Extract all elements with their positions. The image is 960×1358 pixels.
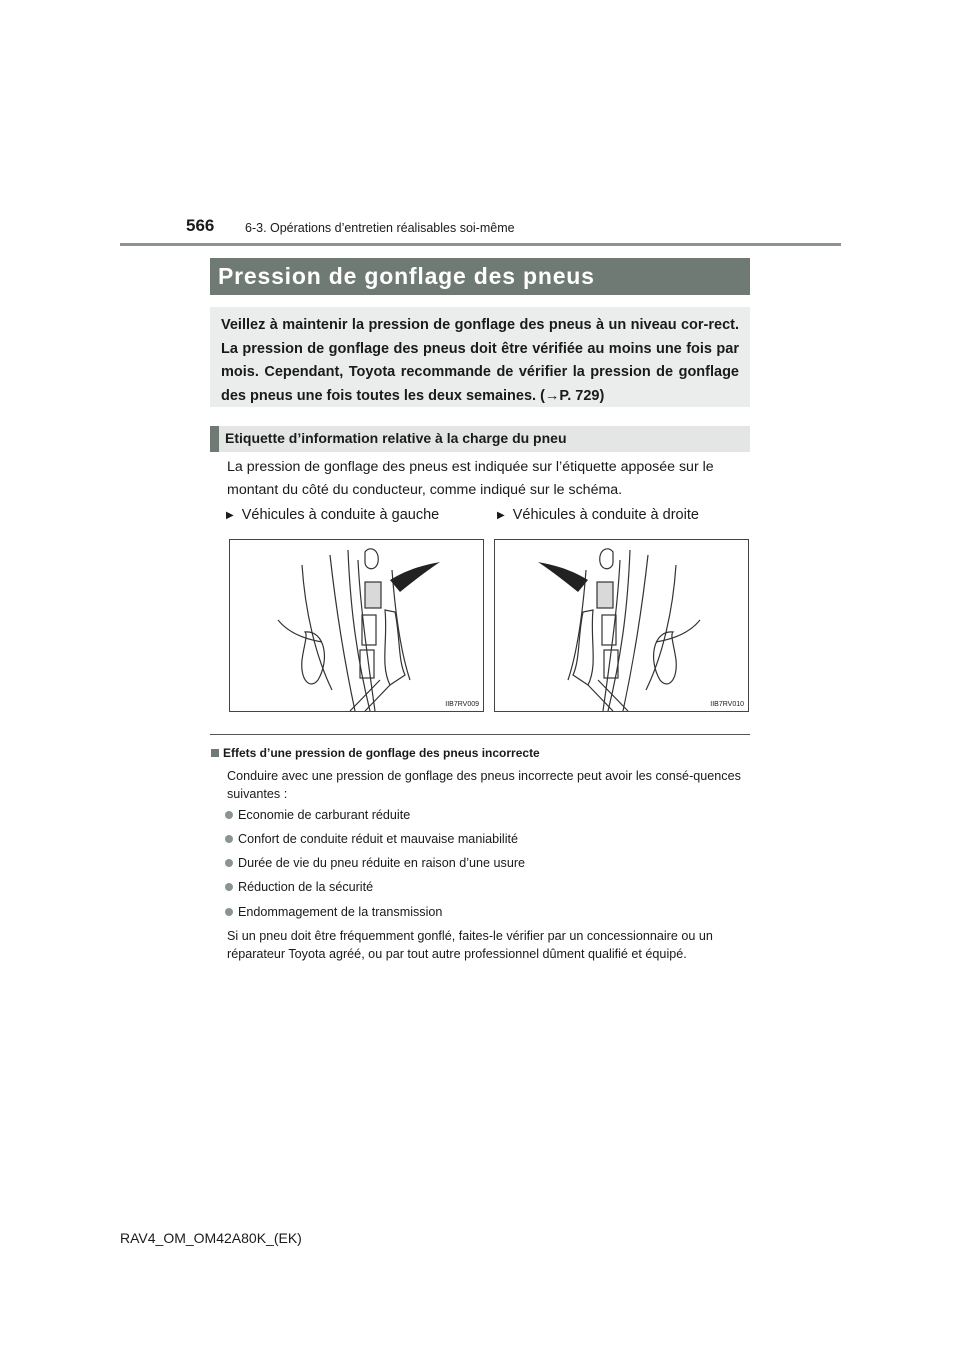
effects-heading: Effets d’une pression de gonflage des pneus incorrecte <box>211 746 540 760</box>
bullet-dot-icon <box>225 811 233 819</box>
left-drive-label: ▶ Véhicules à conduite à gauche <box>226 507 440 523</box>
bullet-dot-icon <box>225 859 233 867</box>
right-drive-figure <box>494 539 749 712</box>
pillar-label-illustration <box>495 540 748 711</box>
page-title: Pression de gonflage des pneus <box>210 258 750 295</box>
effects-lead: Conduire avec une pression de gonflage des pneus incorrecte peut avoir les consé-quences suivantes : <box>227 769 741 801</box>
page-number: 566 <box>186 216 215 235</box>
bullet-item: Durée de vie du pneu réduite en raison d’une usure <box>225 854 525 872</box>
section-title: 6-3. Opérations d’entretien réalisables soi-même <box>245 221 515 235</box>
triangle-right-icon: ▶ <box>226 510 234 521</box>
bullet-item: Confort de conduite réduit et mauvaise maniabilité <box>225 830 518 848</box>
subsection-title: Etiquette d’information relative à la charge du pneu <box>210 426 750 452</box>
right-figure-code: IIB7RV010 <box>710 701 744 708</box>
intro-box: Veillez à maintenir la pression de gonflage des pneus à un niveau cor-rect. La pression de gonflage des pneus doit être vérifiée au moins une fois par mois. Cependant, Toyota recommande de vérifier la pression de gonflage des pneus une fois toutes les deux semaines. (→P. 729) <box>210 307 750 407</box>
bullet-dot-icon <box>225 883 233 891</box>
bullet-item: Economie de carburant réduite <box>225 806 410 824</box>
effects-closing: Si un pneu doit être fréquemment gonflé, faites-le vérifier par un concessionnaire ou un réparateur Toyota agréé, ou par tout autre professionnel dûment qualifié et équipé. <box>227 929 713 961</box>
bullet-dot-icon <box>225 908 233 916</box>
triangle-right-icon: ▶ <box>497 510 505 521</box>
bullet-item: Endommagement de la transmission <box>225 903 442 921</box>
pillar-label-illustration <box>230 540 483 711</box>
header-rule <box>120 243 841 246</box>
left-figure-code: IIB7RV009 <box>445 701 479 708</box>
right-drive-label: ▶ Véhicules à conduite à droite <box>497 507 699 523</box>
section-divider <box>210 734 750 735</box>
bullet-dot-icon <box>225 835 233 843</box>
bullet-item: Réduction de la sécurité <box>225 878 373 896</box>
subsection-paragraph: La pression de gonflage des pneus est indiquée sur l’étiquette apposée sur le montant du côté du conducteur, comme indiqué sur le schéma. <box>227 459 714 498</box>
footer-code: RAV4_OM_OM42A80K_(EK) <box>120 1230 302 1246</box>
left-drive-figure <box>229 539 484 712</box>
square-bullet-icon <box>211 749 219 757</box>
